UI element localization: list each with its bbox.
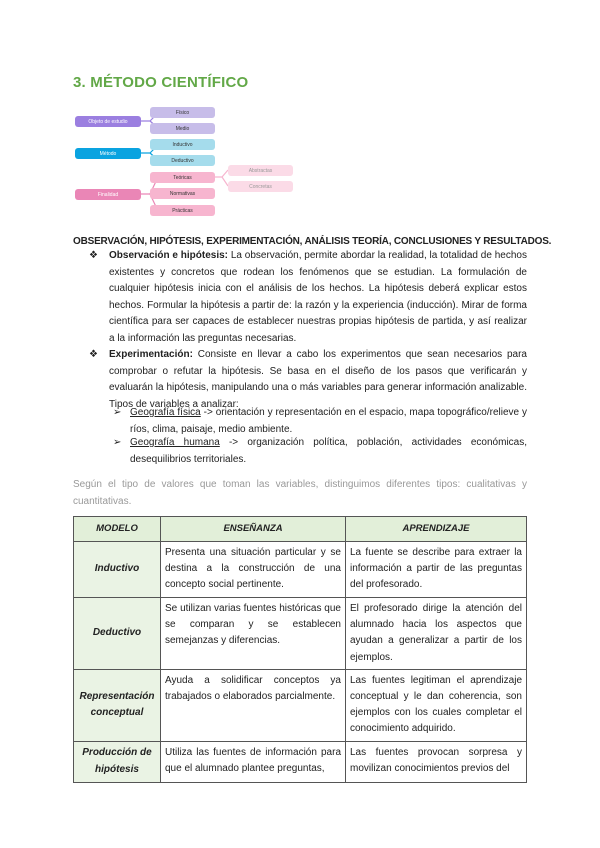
ensenanza-cell: Presenta una situación particular y se destina a la construcción de una concepto social pertinente. <box>161 542 346 598</box>
diagram-node-metodo: Método <box>75 148 141 159</box>
aprendizaje-cell: Las fuentes provocan sorpresa y movilizan conocimientos previos del <box>346 741 527 782</box>
diagram-node: Prácticas <box>150 205 215 216</box>
section-heading: OBSERVACIÓN, HIPÓTESIS, EXPERIMENTACIÓN, ANÁLISIS TEORÍA, CONCLUSIONES Y RESULTADOS. <box>73 236 552 247</box>
aprendizaje-cell: Las fuentes legitiman el aprendizaje conceptual y le dan coherencia, son ejemplos con los cuales completar el conocimiento adquirido. <box>346 669 527 741</box>
arrow-bullet-icon: ➢ <box>113 437 122 448</box>
aprendizaje-cell: El profesorado dirige la atención del alumnado hacia los aspectos que ayudan a generalizar a partir de los ejemplos. <box>346 598 527 670</box>
aprendizaje-cell: La fuente se describe para extraer la información a partir de las preguntas del profesorado. <box>346 542 527 598</box>
concept-diagram <box>0 0 600 230</box>
table-header-row <box>74 517 527 542</box>
subbullet-text: -> organización política, población, actividades económicas, desequilibrios territoriales. <box>130 437 527 465</box>
diagram-node-finalidad: Finalidad <box>75 189 141 200</box>
diagram-node: Normativas <box>150 188 215 199</box>
header-ensenanza: ENSEÑANZA <box>161 517 346 542</box>
model-cell: Deductivo <box>74 598 161 670</box>
header-modelo: MODELO <box>74 517 161 542</box>
diagram-node: Teóricas <box>150 172 215 183</box>
model-cell: Representación conceptual <box>74 669 161 741</box>
bullet-term: Experimentación: <box>109 349 193 360</box>
model-cell: Producción de hipótesis <box>74 741 161 782</box>
header-aprendizaje: APRENDIZAJE <box>346 517 527 542</box>
bullet-observacion <box>89 248 527 348</box>
subbullet-fisica <box>113 405 527 438</box>
ensenanza-cell: Ayuda a solidificar conceptos ya trabajados o elaborados parcialmente. <box>161 669 346 741</box>
models-table <box>73 516 527 783</box>
table-row <box>74 542 527 598</box>
section-title: 3. MÉTODO CIENTÍFICO <box>73 74 249 91</box>
diagram-node: Medio <box>150 123 215 134</box>
diagram-node: Concretas <box>228 181 293 192</box>
diagram-node: Abstractas <box>228 165 293 176</box>
table-row <box>74 741 527 782</box>
bullet-text: La observación, permite abordar la realidad, la totalidad de hechos existentes y concretos que rodean los fenómenos que se estudian. La formulación de cualquier hipótesis inicia con el análisis de los hechos. La hipótesis deberá explicar estos hechos. Formular la hipótesis a partir de: la razón y la experiencia (inducción). Mirar de forma científica para ser capaces de establecer nuestras propias hipótesis de partida, y así realizar a la información las preguntas necesarias. <box>109 250 527 344</box>
ensenanza-cell: Se utilizan varias fuentes históricas que se comparan y se establecen semejanzas y diferencias. <box>161 598 346 670</box>
subbullet-text: -> orientación y representación en el espacio, mapa topográfico/relieve y ríos, clima, paisaje, medio ambiente. <box>130 407 527 435</box>
subbullet-term: Geografía humana <box>130 437 220 448</box>
bullet-term: Observación e hipótesis: <box>109 250 229 261</box>
subbullet-humana <box>113 435 527 468</box>
variables-note: Según el tipo de valores que toman las variables, distinguimos diferentes tipos: cualitativas y cuantitativas. <box>73 479 527 507</box>
bullet-experimentacion <box>89 347 527 413</box>
model-cell: Inductivo <box>74 542 161 598</box>
ensenanza-cell: Utiliza las fuentes de información para que el alumnado plantee preguntas, <box>161 741 346 782</box>
diamond-bullet-icon: ❖ <box>89 250 98 261</box>
table-row <box>74 669 527 741</box>
arrow-bullet-icon: ➢ <box>113 407 122 418</box>
diamond-bullet-icon: ❖ <box>89 349 98 360</box>
diagram-node: Inductivo <box>150 139 215 150</box>
table-row <box>74 598 527 670</box>
subbullet-term: Geografía física <box>130 407 201 418</box>
diagram-node: Físico <box>150 107 215 118</box>
bullet-text: Consiste en llevar a cabo los experimentos que sean necesarios para comprobar o refutar la hipótesis. Se basa en el diseño de los pasos que verificarán y evaluarán la hipótesis, manipulando una o más variables para generar información analizable. Tipos de variables a analizar: <box>109 349 527 410</box>
diagram-node: Deductivo <box>150 155 215 166</box>
diagram-node-objeto: Objeto de estudio <box>75 116 141 127</box>
